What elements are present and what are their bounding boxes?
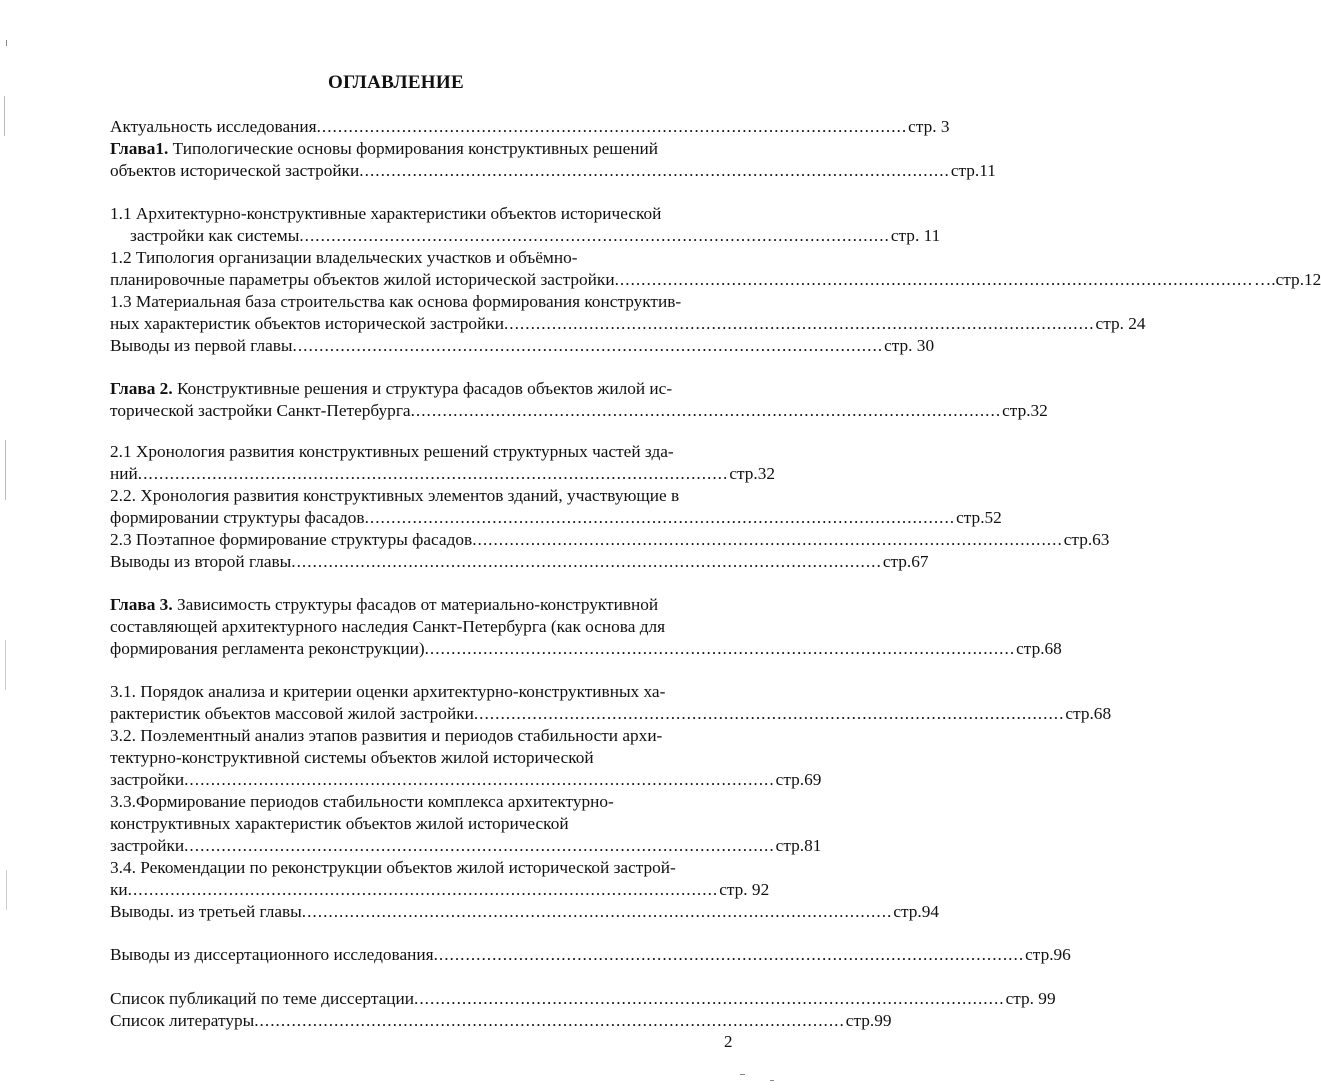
toc-text: Выводы из второй главы (110, 552, 292, 571)
toc-line (110, 813, 728, 835)
toc-page: стр.81 (775, 836, 822, 855)
toc-page: стр.52 (956, 508, 1002, 527)
toc-entry: торической застройки Санкт-Петербурга ............................................................................................................... стр.32 (110, 401, 1048, 420)
toc-line (110, 747, 728, 769)
toc-line (110, 857, 728, 879)
toc-page: стр. 92 (719, 880, 770, 899)
toc-text: формирования регламента реконструкции) (110, 639, 425, 658)
toc-text: 3.2. Поэлементный анализ этапов развития и периодов стабильности архи- (110, 726, 663, 745)
chapter-label: Глава1. (110, 139, 169, 158)
toc-page: стр.11 (950, 161, 996, 180)
toc-text: 2.2. Хронология развития конструктивных элементов зданий, участвующие в (110, 486, 680, 505)
toc-entry: ки ............................................................................................................... стр. 92 (110, 880, 770, 899)
toc-chapter-heading (110, 594, 728, 616)
toc-line (110, 725, 728, 747)
toc-text: ки (110, 880, 128, 899)
toc-page: стр.99 (845, 1011, 892, 1030)
toc-line (110, 485, 728, 507)
toc-text: рактеристик объектов массовой жилой застройки (110, 704, 474, 723)
toc-page: стр.68 (1065, 704, 1112, 723)
toc-text: Актуальность исследования (110, 117, 317, 136)
toc-line (110, 441, 728, 463)
toc-text: застройки как системы (130, 226, 300, 245)
toc-entry: Выводы. из третьей главы ............................................................................................................... стр.94 (110, 902, 940, 921)
toc-text: ний (110, 464, 138, 483)
toc-entry: 2.3 Поэтапное формирование структуры фасадов ............................................................................................................... стр.63 (110, 530, 1110, 549)
toc-text: застройки (110, 770, 185, 789)
toc-chapter-heading (110, 378, 728, 400)
toc-text: 1.3 Материальная база строительства как основа формирования конструктив- (110, 292, 682, 311)
toc-line (110, 291, 728, 313)
toc-text: тектурно-конструктивной системы объектов жилой исторической (110, 748, 594, 767)
toc-entry: Актуальность исследования ............................................................................................................... стр. 3 (110, 117, 950, 136)
toc-text: Зависимость структуры фасадов от материально-конструктивной (172, 595, 659, 614)
toc-page: стр. 24 (1095, 314, 1146, 333)
toc-text: 1.1 Архитектурно-конструктивные характеристики объектов исторической (110, 204, 662, 223)
toc-text: 3.1. Порядок анализа и критерии оценки архитектурно-конструктивных ха- (110, 682, 666, 701)
toc-text: ных характеристик объектов исторической застройки (110, 314, 504, 333)
toc-text: 1.2 Типология организации владельческих участков и объёмно- (110, 248, 578, 267)
toc-line (110, 203, 728, 225)
toc-entry: формирования регламента реконструкции) ............................................................................................................... стр.68 (110, 639, 1062, 658)
toc-page: стр. 99 (1005, 989, 1056, 1008)
chapter-label: Глава 3. (110, 595, 173, 614)
toc-page: стр.32 (729, 464, 775, 483)
toc-text: 3.3.Формирование периодов стабильности комплекса архитектурно- (110, 792, 614, 811)
toc-text: застройки (110, 836, 185, 855)
toc-entry: застройки ............................................................................................................... стр.81 (110, 836, 822, 855)
toc-text: 3.4. Рекомендации по реконструкции объектов жилой исторической застрой- (110, 858, 676, 877)
toc-entry: ных характеристик объектов исторической застройки ............................................................................................................... стр. 24 (110, 314, 1146, 333)
toc-text: составляющей архитектурного наследия Санкт-Петербурга (как основа для (110, 617, 666, 636)
toc-page: стр.69 (775, 770, 822, 789)
toc-text: Конструктивные решения и структура фасадов объектов жилой ис- (172, 379, 673, 398)
toc-text: Список публикаций по теме диссертации (110, 989, 415, 1008)
toc-line (110, 247, 728, 269)
toc-entry: Список литературы ............................................................................................................... стр.99 (110, 1011, 892, 1030)
toc-entry: застройки как системы ............................................................................................................... стр. 11 (130, 226, 941, 245)
toc-entry: Список публикаций по теме диссертации ............................................................................................................... стр. 99 (110, 989, 1056, 1008)
toc-entry: застройки ............................................................................................................... стр.69 (110, 770, 822, 789)
toc-text: Выводы. из третьей главы (110, 902, 302, 921)
toc-page: стр.67 (882, 552, 929, 571)
toc-entry: формировании структуры фасадов ............................................................................................................... стр.52 (110, 508, 1002, 527)
toc-page: ….стр.12 (1254, 270, 1321, 289)
toc-text: Типологические основы формирования конструктивных решений (168, 139, 659, 158)
toc-text: Выводы из первой главы (110, 336, 293, 355)
toc-page: стр.68 (1016, 639, 1062, 658)
toc-entry: Выводы из первой главы ............................................................................................................... стр. 30 (110, 336, 935, 355)
toc-line (110, 791, 728, 813)
toc-text: торической застройки Санкт-Петербурга (110, 401, 411, 420)
toc-page: стр.63 (1063, 530, 1110, 549)
toc-text: формировании структуры фасадов (110, 508, 365, 527)
toc-text: объектов исторической застройки (110, 161, 360, 180)
toc-entry: объектов исторической застройки ............................................................................................................... стр.11 (110, 161, 996, 180)
toc-text: планировочные параметры объектов жилой исторической застройки (110, 270, 615, 289)
toc-page: стр.96 (1025, 945, 1071, 964)
toc-entry: ний ............................................................................................................... стр.32 (110, 464, 775, 483)
toc-text: 2.3 Поэтапное формирование структуры фасадов (110, 530, 473, 549)
page-title: ОГЛАВЛЕНИЕ (328, 72, 464, 93)
toc-page: стр.32 (1002, 401, 1048, 420)
toc-page: стр. 11 (890, 226, 941, 245)
toc-text: конструктивных характеристик объектов жилой исторической (110, 814, 569, 833)
toc-line (110, 616, 728, 638)
toc-page: стр. 3 (908, 117, 950, 136)
toc-text: 2.1 Хронология развития конструктивных решений структурных частей зда- (110, 442, 674, 461)
toc-text: Выводы из диссертационного исследования (110, 945, 434, 964)
toc-line (110, 681, 728, 703)
toc-entry: Выводы из второй главы ............................................................................................................... стр.67 (110, 552, 929, 571)
chapter-label: Глава 2. (110, 379, 173, 398)
toc-text: Список литературы (110, 1011, 255, 1030)
toc-entry: рактеристик объектов массовой жилой застройки ............................................................................................................... стр.68 (110, 704, 1112, 723)
toc-entry: планировочные параметры объектов жилой исторической застройки ........................................................................................................................ ….стр.12 (110, 270, 1321, 289)
page-number: 2 (724, 1032, 733, 1051)
toc-chapter-heading (110, 138, 728, 160)
toc-page: стр.94 (893, 902, 940, 921)
toc-entry: Выводы из диссертационного исследования ............................................................................................................... стр.96 (110, 945, 1071, 964)
toc-page: стр. 30 (884, 336, 935, 355)
